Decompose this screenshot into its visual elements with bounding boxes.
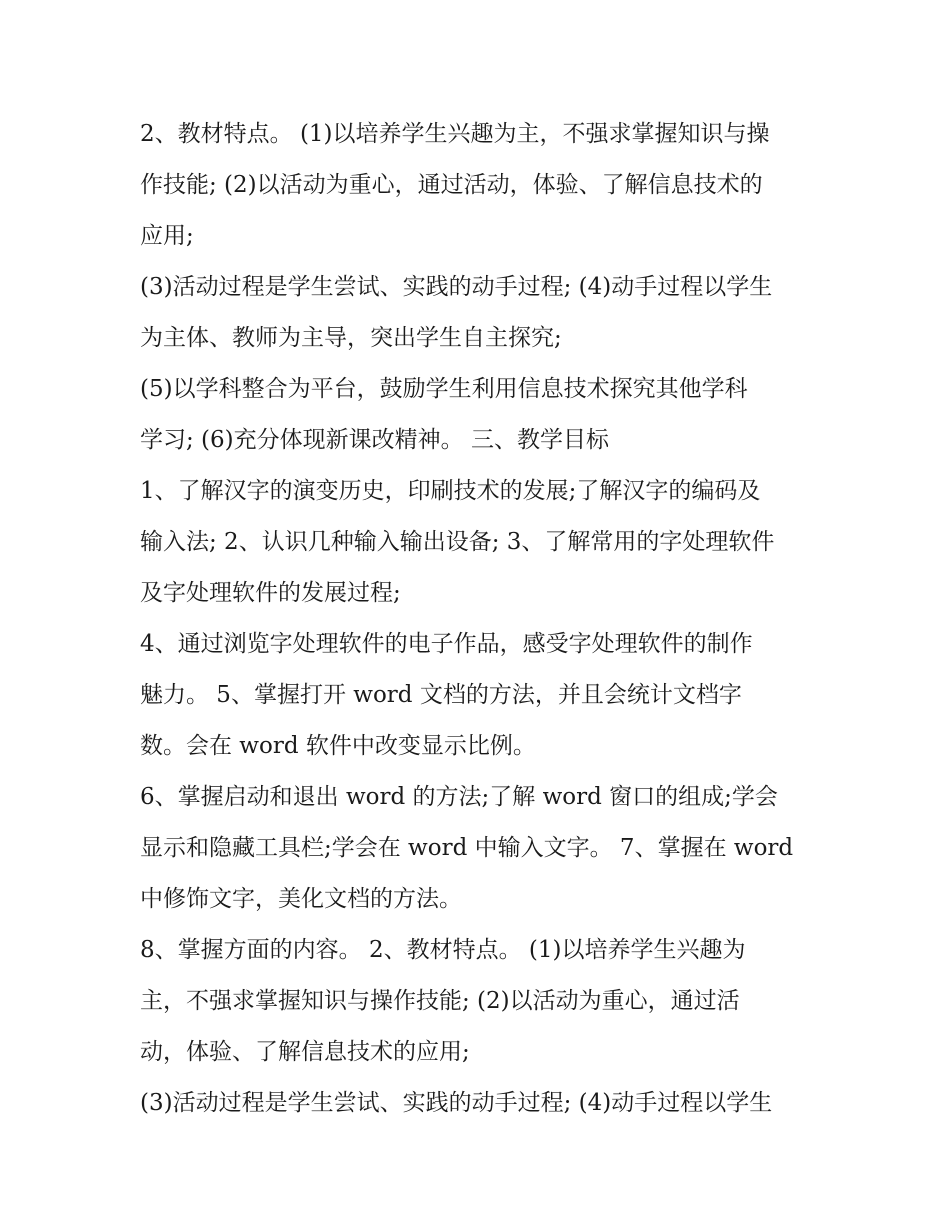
text-line-1: 2、教材特点。 (1)以培养学生兴趣为主，不强求掌握知识与操 xyxy=(140,121,770,147)
text-line-11: 4、通过浏览字处理软件的电子作品，感受字处理软件的制作 xyxy=(140,631,753,657)
text-line-15: 显示和隐藏工具栏;学会在 word 中输入文字。 7、掌握在 word xyxy=(140,835,794,861)
text-line-7: 学习; (6)充分体现新课改精神。 三、教学目标 xyxy=(140,427,609,453)
text-line-14: 6、掌握启动和退出 word 的方法;了解 word 窗口的组成;学会 xyxy=(140,784,778,810)
text-line-9: 输入法; 2、认识几种输入输出设备; 3、了解常用的字处理软件 xyxy=(140,529,775,555)
text-line-8: 1、了解汉字的演变历史，印刷技术的发展;了解汉字的编码及 xyxy=(140,478,761,504)
text-line-19: 动，体验、了解信息技术的应用; xyxy=(140,1039,470,1065)
text-line-2: 作技能; (2)以活动为重心，通过活动，体验、了解信息技术的 xyxy=(140,172,763,198)
text-line-3: 应用; xyxy=(140,223,194,249)
text-line-18: 主，不强求掌握知识与操作技能; (2)以活动为重心，通过活 xyxy=(140,988,740,1014)
text-line-20: (3)活动过程是学生尝试、实践的动手过程; (4)动手过程以学生 xyxy=(140,1090,773,1116)
text-line-16: 中修饰文字，美化文档的方法。 xyxy=(140,886,462,912)
text-line-5: 为主体、教师为主导，突出学生自主探究; xyxy=(140,325,562,351)
text-line-12: 魅力。 5、掌握打开 word 文档的方法，并且会统计文档字 xyxy=(140,682,742,708)
text-line-17: 8、掌握方面的内容。 2、教材特点。 (1)以培养学生兴趣为 xyxy=(140,937,746,963)
body-text xyxy=(140,109,830,1129)
text-line-4: (3)活动过程是学生尝试、实践的动手过程; (4)动手过程以学生 xyxy=(140,274,773,300)
text-line-13: 数。会在 word 软件中改变显示比例。 xyxy=(140,733,536,759)
text-line-6: (5)以学科整合为平台，鼓励学生利用信息技术探究其他学科 xyxy=(140,376,748,402)
text-line-10: 及字处理软件的发展过程; xyxy=(140,580,401,606)
